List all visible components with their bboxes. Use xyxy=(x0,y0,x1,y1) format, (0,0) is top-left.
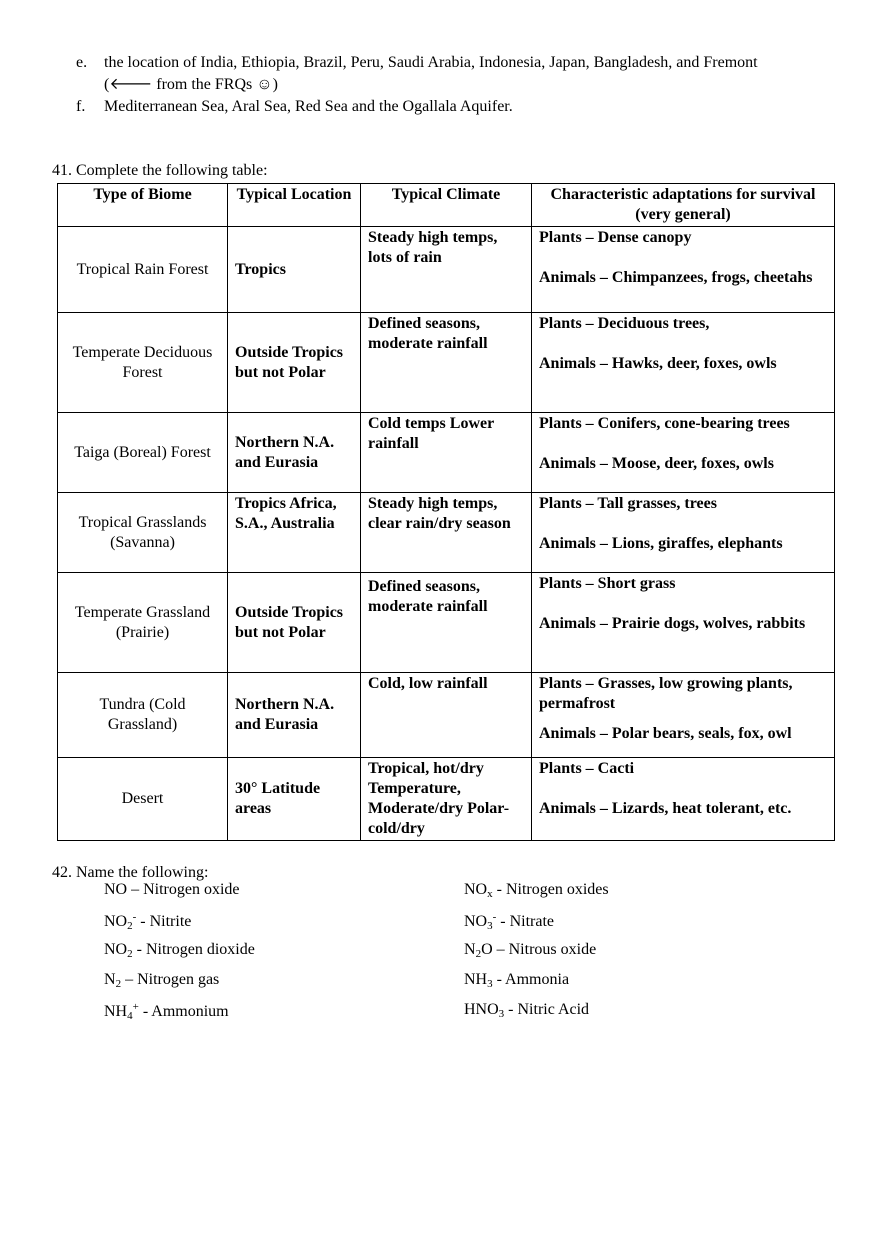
compound-nox: $NO_x$ - Nitrogen oxides xyxy=(464,881,609,900)
cell-adaptations xyxy=(532,573,835,673)
question-42-prompt: 42. Name the following: xyxy=(52,864,209,881)
list-marker: f. xyxy=(76,98,86,115)
cell-biome: Temperate Deciduous Forest xyxy=(58,313,228,413)
plants-text: Plants – Short grass xyxy=(539,575,676,592)
list-item xyxy=(104,881,824,911)
cell-biome: Temperate Grassland (Prairie) xyxy=(58,573,228,673)
list-item xyxy=(104,941,824,971)
list-item xyxy=(104,971,824,1001)
header-biome: Type of Biome xyxy=(58,184,228,227)
cell-adaptations xyxy=(532,413,835,493)
cell-biome: Desert xyxy=(58,758,228,841)
animals-text: Animals – Prairie dogs, wolves, rabbits xyxy=(539,615,806,632)
compound-names-list xyxy=(104,881,824,1031)
cell-location: Tropics Africa, S.A., Australia xyxy=(228,493,361,573)
list-item xyxy=(104,1001,824,1031)
cell-location: Tropics xyxy=(228,227,361,313)
header-adaptations: Characteristic adaptations for survival (very general) xyxy=(532,184,835,227)
animals-text: Animals – Lions, giraffes, elephants xyxy=(539,535,783,552)
table-header-row xyxy=(58,184,835,227)
cell-climate: Steady high temps, lots of rain xyxy=(361,227,532,313)
cell-adaptations xyxy=(532,227,835,313)
plants-text: Plants – Conifers, cone-bearing trees xyxy=(539,415,790,432)
question-41-prompt: 41. Complete the following table: xyxy=(52,162,268,179)
cell-location: Outside Tropics but not Polar xyxy=(228,573,361,673)
plants-text: Plants – Tall grasses, trees xyxy=(539,495,717,512)
cell-biome: Taiga (Boreal) Forest xyxy=(58,413,228,493)
list-item-text: Mediterranean Sea, Aral Sea, Red Sea and the Ogallala Aquifer. xyxy=(104,98,513,115)
compound-no: NO – Nitrogen oxide xyxy=(104,881,240,898)
continued-list xyxy=(76,52,836,118)
header-climate: Typical Climate xyxy=(361,184,532,227)
list-marker: e. xyxy=(76,54,88,71)
list-item xyxy=(104,911,824,941)
table-row xyxy=(58,313,835,413)
plants-text: Plants – Dense canopy xyxy=(539,229,692,246)
compound-no2-minus: $NO_2^-$ - Nitrite xyxy=(104,911,192,932)
cell-biome: Tropical Grasslands (Savanna) xyxy=(58,493,228,573)
table-row xyxy=(58,673,835,758)
cell-climate: Cold temps Lower rainfall xyxy=(361,413,532,493)
cell-adaptations xyxy=(532,673,835,758)
cell-adaptations xyxy=(532,493,835,573)
cell-location: Northern N.A. and Eurasia xyxy=(228,673,361,758)
cell-location: Northern N.A. and Eurasia xyxy=(228,413,361,493)
cell-location: Outside Tropics but not Polar xyxy=(228,313,361,413)
cell-adaptations xyxy=(532,758,835,841)
compound-nh3: $NH_3$ - Ammonia xyxy=(464,971,570,990)
cell-climate: Steady high temps, clear rain/dry season xyxy=(361,493,532,573)
list-item-e xyxy=(76,52,836,96)
cell-climate: Defined seasons, moderate rainfall xyxy=(361,313,532,413)
compound-hno3: $HNO_3$ - Nitric Acid xyxy=(464,1001,590,1020)
compound-no3-minus: $NO_3^-$ - Nitrate xyxy=(464,911,555,932)
table-row xyxy=(58,493,835,573)
table-row xyxy=(58,573,835,673)
biome-table xyxy=(57,183,835,841)
cell-biome: Tropical Rain Forest xyxy=(58,227,228,313)
cell-location: 30° Latitude areas xyxy=(228,758,361,841)
table-row xyxy=(58,758,835,841)
cell-climate: Tropical, hot/dry Temperature, Moderate/dry Polar- cold/dry xyxy=(361,758,532,841)
compound-n2: $N_2$ – Nitrogen gas xyxy=(104,971,220,990)
header-location: Typical Location xyxy=(228,184,361,227)
cell-climate: Defined seasons, moderate rainfall xyxy=(361,573,532,673)
animals-text: Animals – Polar bears, seals, fox, owl xyxy=(539,725,792,742)
cell-biome: Tundra (Cold Grassland) xyxy=(58,673,228,758)
animals-text: Animals – Chimpanzees, frogs, cheetahs xyxy=(539,269,813,286)
list-item-f xyxy=(76,96,836,118)
plants-text: Plants – Deciduous trees, xyxy=(539,315,710,332)
table-row xyxy=(58,227,835,313)
compound-n2o: $N_2O$ – Nitrous oxide xyxy=(464,941,597,960)
animals-text: Animals – Moose, deer, foxes, owls xyxy=(539,455,774,472)
list-item-text: the location of India, Ethiopia, Brazil, Peru, Saudi Arabia, Indonesia, Japan, Bangladesh, and Fremont xyxy=(104,54,758,71)
cell-adaptations xyxy=(532,313,835,413)
cell-climate: Cold, low rainfall xyxy=(361,673,532,758)
plants-text: Plants – Cacti xyxy=(539,760,635,777)
compound-no2: $NO_2$ - Nitrogen dioxide xyxy=(104,941,255,960)
animals-text: Animals – Hawks, deer, foxes, owls xyxy=(539,355,777,372)
plants-text: Plants – Grasses, low growing plants, permafrost xyxy=(539,675,793,712)
compound-nh4: $NH_4^+$ - Ammonium xyxy=(104,1001,229,1022)
list-item-text-cont: (🡐 from the FRQs ☺) xyxy=(104,76,278,93)
animals-text: Animals – Lizards, heat tolerant, etc. xyxy=(539,800,792,817)
table-row xyxy=(58,413,835,493)
